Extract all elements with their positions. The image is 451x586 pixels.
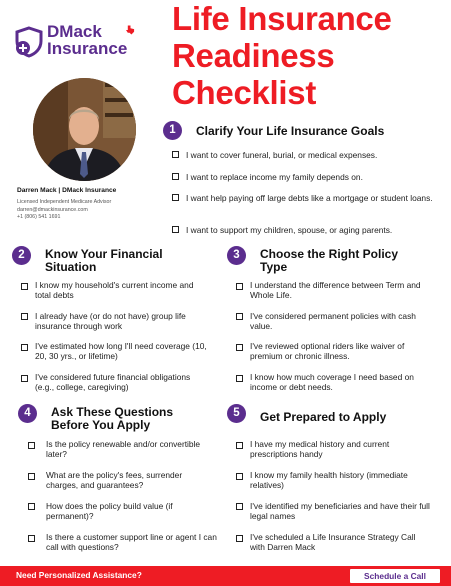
section-1-item-1: I want to cover funeral, burial, or medical expenses. (186, 150, 378, 160)
section-5-item-4: I've scheduled a Life Insurance Strategy Call with Darren Mack (250, 532, 416, 552)
section-2-number: 2 (12, 246, 31, 265)
section-3-item-3: I've reviewed optional riders like waiver of premium or chronic illness. (250, 341, 405, 361)
section-1-checkbox-3[interactable] (172, 194, 179, 201)
section-5-checkbox-2[interactable] (236, 473, 243, 480)
section-4-checkbox-2[interactable] (28, 473, 35, 480)
section-5-checkbox-4[interactable] (236, 535, 243, 542)
brand-name (47, 23, 127, 57)
section-4-checkbox-1[interactable] (28, 442, 35, 449)
section-4-checkbox-3[interactable] (28, 503, 35, 510)
section-3-item-1: I understand the difference between Term and Whole Life. (250, 280, 421, 300)
section-5-item-1: I have my medical history and current prescriptions handy (250, 439, 390, 459)
section-4-checkbox-4[interactable] (28, 535, 35, 542)
agent-photo (33, 78, 136, 181)
section-1-item-2: I want to replace income my family depends on. (186, 172, 363, 182)
section-3-checkbox-2[interactable] (236, 313, 243, 320)
section-4-item-1: Is the policy renewable and/or convertible later? (46, 439, 201, 459)
brand-name-line2: Insurance (47, 39, 128, 58)
section-1-item-3: I want help paying off large debts like a mortgage or student loans. (186, 193, 433, 203)
page-title: Life Insurance Readiness Checklist (172, 0, 392, 111)
brand-name-line1: DMack (47, 22, 102, 41)
section-2-item-4: I've considered future financial obligations (e.g., college, caregiving) (35, 372, 191, 392)
section-4-item-4: Is there a customer support line or agent I can call with questions? (46, 532, 217, 552)
footer-prompt: Need Personalized Assistance? (16, 570, 142, 580)
section-5-checkbox-3[interactable] (236, 503, 243, 510)
section-3-number: 3 (227, 246, 246, 265)
section-2-checkbox-4[interactable] (21, 375, 28, 382)
agent-details (17, 199, 111, 222)
section-2-checkbox-2[interactable] (21, 313, 28, 320)
section-3-title: Choose the Right Policy Type (260, 247, 399, 274)
section-4-number: 4 (18, 404, 37, 423)
texas-map-icon (126, 25, 135, 35)
section-1-number: 1 (163, 121, 182, 140)
section-1-item-4: I want to support my children, spouse, or aging parents. (186, 225, 393, 235)
section-5-item-3: I've identified my beneficiaries and have their full legal names (250, 501, 430, 521)
section-4-item-2: What are the policy's fees, surrender charges, and guarantees? (46, 470, 183, 490)
section-1-title: Clarify Your Life Insurance Goals (196, 124, 385, 138)
section-4-item-3: How does the policy build value (if permanent)? (46, 501, 173, 521)
section-5-number: 5 (227, 404, 246, 423)
agent-email[interactable]: darren@dmackinsurance.com (17, 206, 88, 213)
footer-bar (0, 566, 451, 586)
agent-role: Licensed Independent Medicare Advisor (17, 199, 112, 205)
section-2-item-2: I already have (or do not have) group life insurance through work (35, 311, 186, 331)
section-2-item-3: I've estimated how long I'll need coverage (10, 20, 30 yrs., or lifetime) (35, 341, 207, 361)
section-1-checkbox-1[interactable] (172, 151, 179, 158)
schedule-call-button[interactable]: Schedule a Call (350, 569, 440, 583)
agent-phone[interactable]: +1 (806) 541 1691 (17, 214, 61, 221)
agent-name: Darren Mack | DMack Insurance (17, 187, 117, 194)
section-3-item-2: I've considered permanent policies with cash value. (250, 311, 416, 331)
agent-portrait-image (33, 78, 136, 181)
section-3-checkbox-3[interactable] (236, 344, 243, 351)
section-4-title: Ask These Questions Before You Apply (51, 405, 174, 432)
section-3-item-4: I know how much coverage I need based on income or debt needs. (250, 372, 414, 392)
section-1-checkbox-4[interactable] (172, 226, 179, 233)
section-3-checkbox-1[interactable] (236, 283, 243, 290)
section-1-checkbox-2[interactable] (172, 173, 179, 180)
section-3-checkbox-4[interactable] (236, 375, 243, 382)
section-5-title: Get Prepared to Apply (260, 410, 387, 424)
section-5-checkbox-1[interactable] (236, 442, 243, 449)
section-2-checkbox-1[interactable] (21, 283, 28, 290)
section-2-title: Know Your Financial Situation (45, 247, 163, 274)
section-2-checkbox-3[interactable] (21, 344, 28, 351)
brand-logo (14, 22, 144, 62)
shield-plus-icon (14, 26, 44, 58)
section-5-item-2: I know my family health history (immediate relatives) (250, 470, 408, 490)
section-2-item-1: I know my household's current income and total debts (35, 280, 194, 300)
